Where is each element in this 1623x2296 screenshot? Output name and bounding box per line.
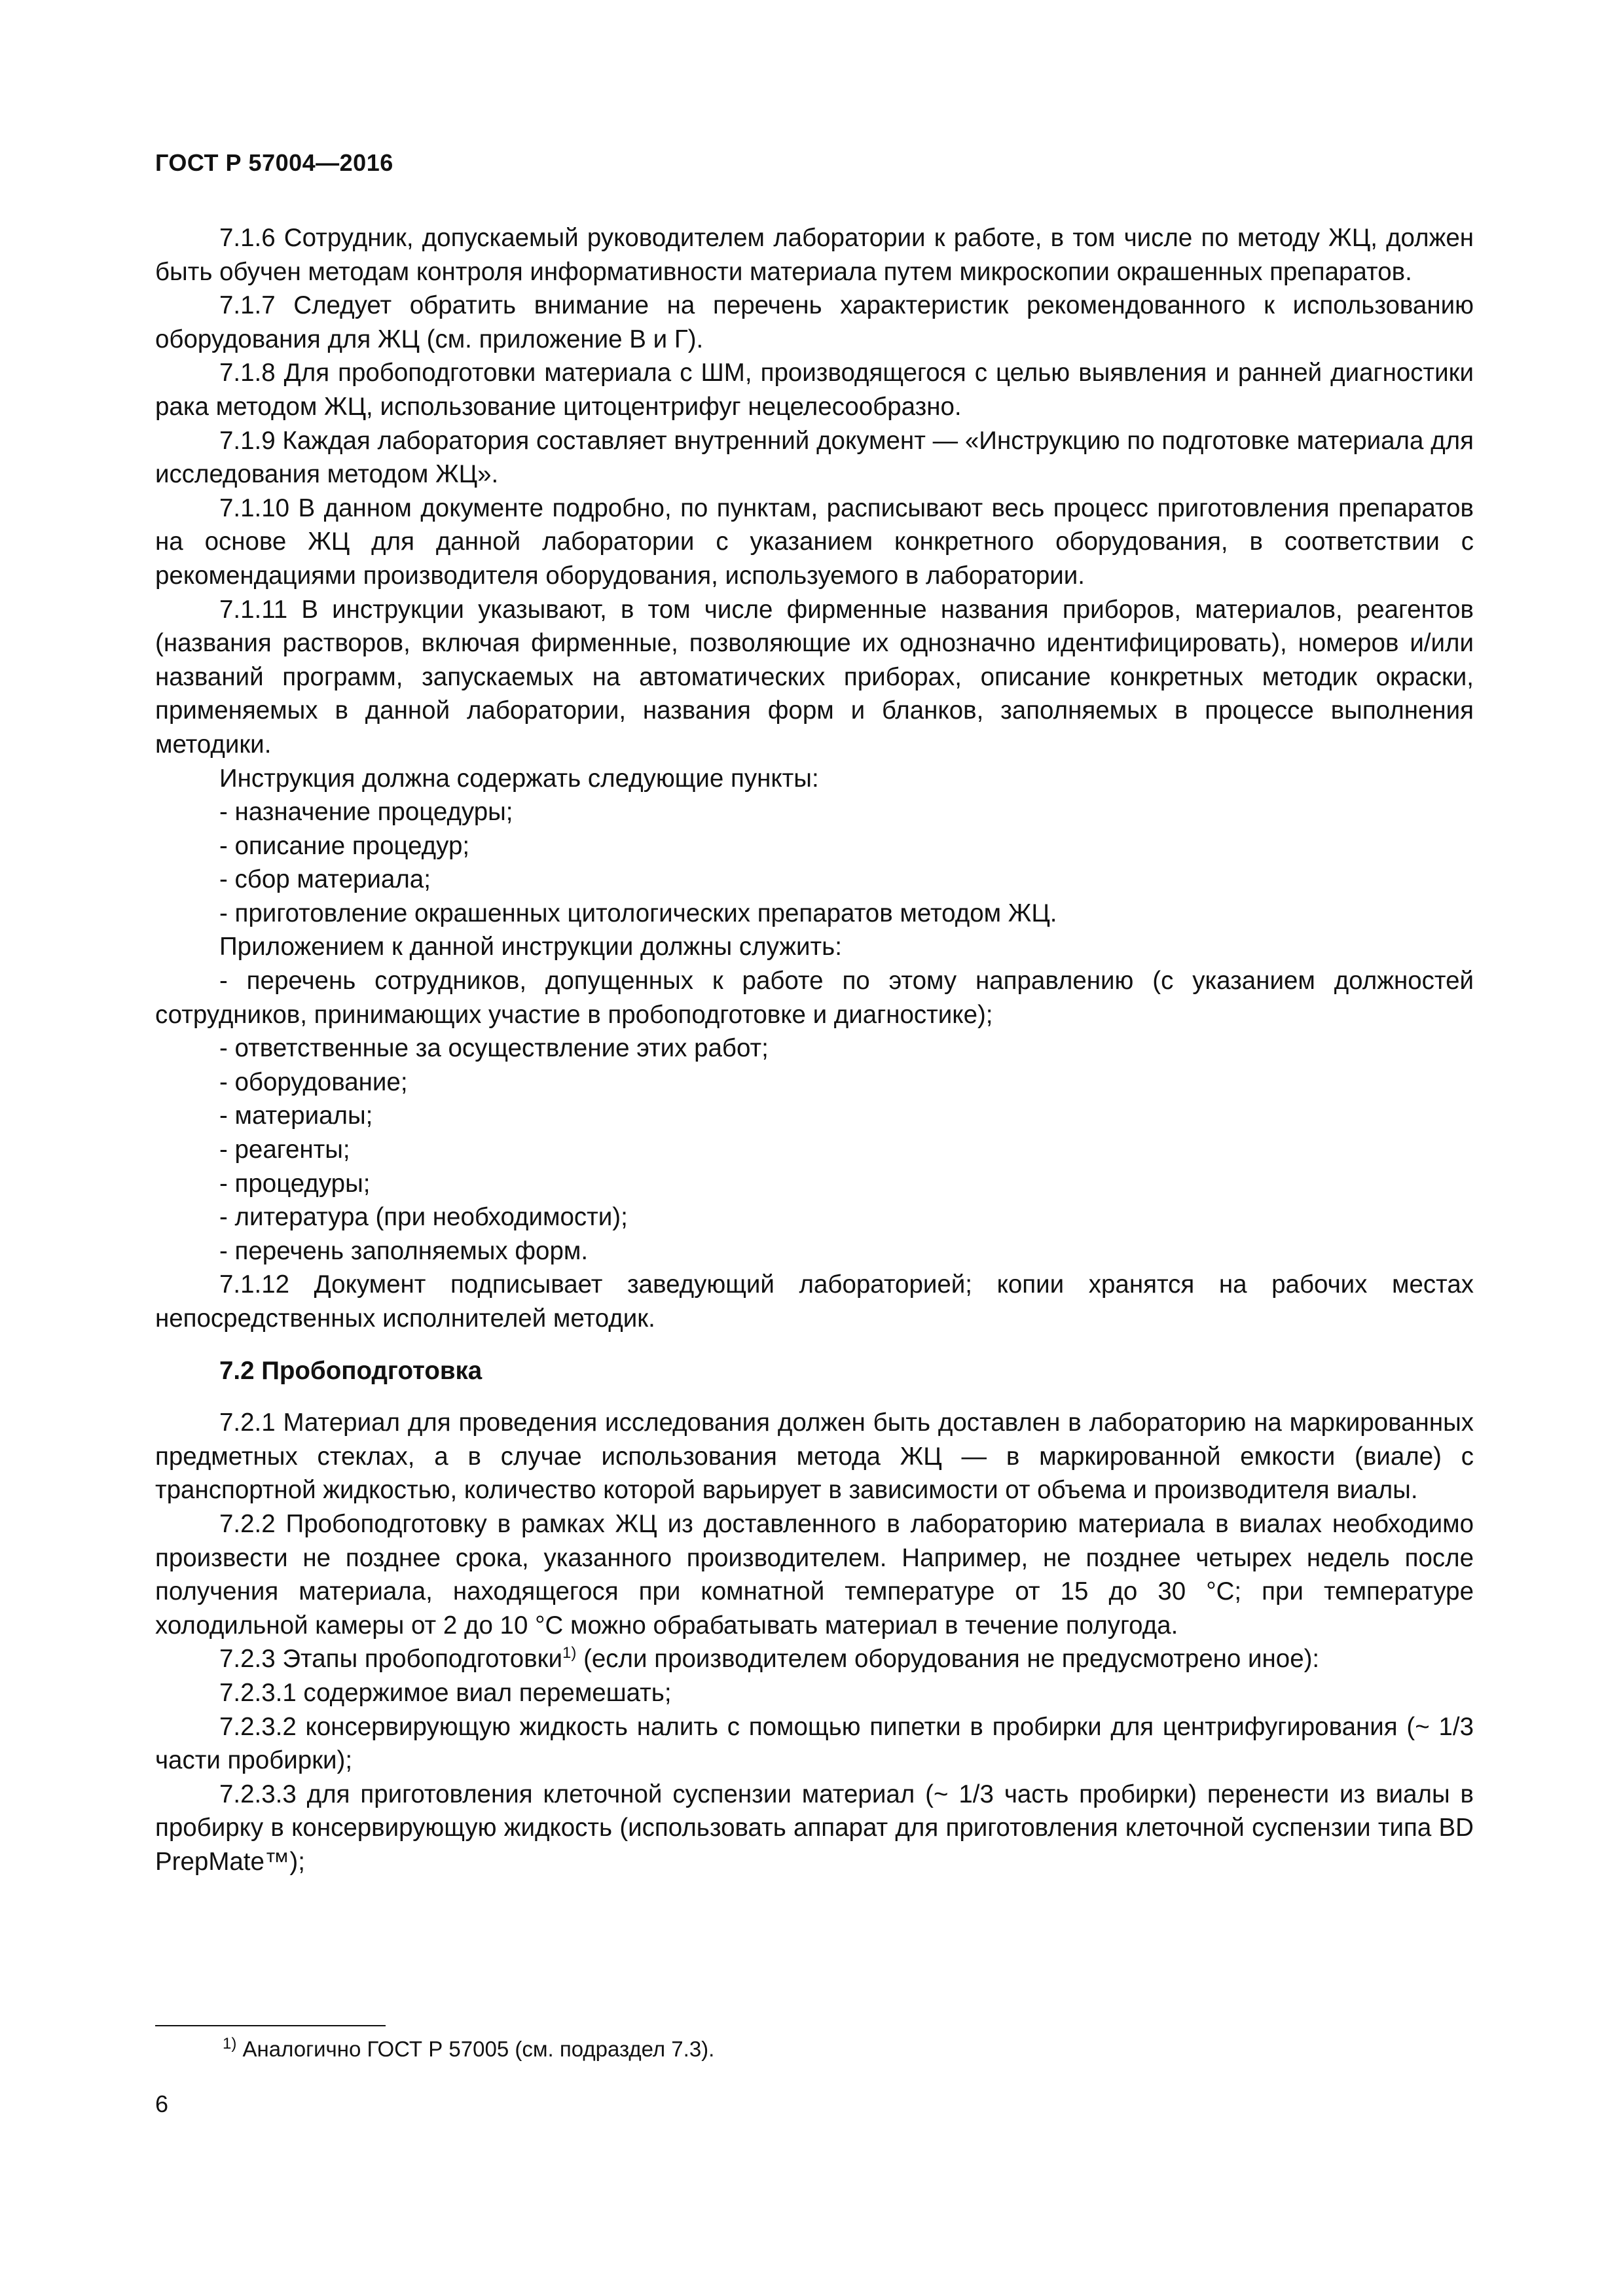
instruction-list [155,795,1474,930]
clause-7-2-1: 7.2.1 Материал для проведения исследования должен быть доставлен в лабораторию на маркированных предметных стеклах, а в случае использования метода ЖЦ — в маркированной емкости (виале) с транспортной жидкостью, количество которой варьирует в зависимости от объема и производителя виалы. [155,1408,1474,1505]
instruction-intro: Инструкция должна содержать следующие пункты: [219,764,819,793]
list-item: - сбор материала; [219,865,431,894]
clause-7-1-12: 7.1.12 Документ подписывает заведующий лабораторией; копии хранятся на рабочих местах непосредственных исполнителей методик. [155,1270,1474,1333]
document-body [155,221,1474,1879]
list-item: - процедуры; [219,1169,371,1198]
footnote-text: Аналогично ГОСТ Р 57005 (см. подраздел 7.3). [236,2037,715,2061]
clause-7-1-8: 7.1.8 Для пробоподготовки материала с ШМ, производящегося с целью выявления и ранней диагностики рака методом ЖЦ, использование цитоцентрифуг нецелесообразно. [155,359,1474,421]
clause-7-2-3-text: 7.2.3 Этапы пробоподготовки [219,1645,563,1674]
clause-7-2-3-2: 7.2.3.2 консервирующую жидкость налить с помощью пипетки в пробирки для центрифугирования (~ 1/3 части пробирки); [155,1712,1474,1775]
clause-7-2-2: 7.2.2 Пробоподготовку в рамках ЖЦ из доставленного в лабораторию материала в виалах необходимо произвести не позднее срока, указанного производителем. Например, не позднее четырех недель после получения материала, находящегося при комнатной температуре от 15 до 30 °С; при температуре холодильной камеры от 2 до 10 °С можно обрабатывать материал в течение полугода. [155,1509,1474,1640]
clause-7-1-11: 7.1.11 В инструкции указывают, в том числе фирменные названия приборов, материалов, реагентов (названия растворов, включая фирменные, позволяющие их однозначно идентифицировать), номеров и/или названий программ, запускаемых на автоматических приборах, описание конкретных методик окраски, применяемых в данной лаборатории, названия форм и бланков, заполняемых в процессе выполнения методики. [155,595,1474,759]
list-item: - перечень сотрудников, допущенных к работе по этому направлению (с указанием должностей сотрудников, принимающих участие в пробоподготовке и диагностике); [155,967,1474,1029]
page-number: 6 [155,2090,169,2117]
list-item: - оборудование; [219,1067,408,1096]
appendix-list [155,964,1474,1268]
clause-7-1-10: 7.1.10 В данном документе подробно, по пунктам, расписывают весь процесс приготовления препаратов на основе ЖЦ для данной лаборатории с указанием конкретного оборудования, в соответствии с рекомендациями производителя оборудования, используемого в лаборатории. [155,493,1474,590]
list-item: - перечень заполняемых форм. [219,1236,589,1265]
clause-7-2-3 [155,1642,1474,1676]
document-header: ГОСТ Р 57004—2016 [155,149,393,176]
list-item: - назначение процедуры; [219,798,513,827]
clause-7-1-6: 7.1.6 Сотрудник, допускаемый руководителем лаборатории к работе, в том числе по методу ЖЦ, должен быть обучен методам контроля информативности материала путем микроскопии окрашенных препаратов. [155,224,1474,286]
footnote-marker: 1) [223,2035,237,2053]
footnote-reference: 1) [562,1644,577,1662]
list-item: - материалы; [219,1102,373,1130]
clause-7-2-3-3: 7.2.3.3 для приготовления клеточной суспензии материал (~ 1/3 часть пробирки) перенести из виалы в пробирку в консервирующую жидкость (использовать аппарат для приготовления клеточной суспензии типа BD PrepMate™); [155,1780,1474,1876]
footnote-divider [155,2025,386,2026]
list-item: - ответственные за осуществление этих работ; [219,1034,769,1063]
clause-7-1-9: 7.1.9 Каждая лаборатория составляет внутренний документ — «Инструкцию по подготовке материала для исследования методом ЖЦ». [155,426,1474,489]
list-item: - реагенты; [219,1136,350,1164]
clause-7-2-3-1: 7.2.3.1 содержимое виал перемешать; [219,1678,672,1707]
section-heading-7-2: 7.2 Пробоподготовка [219,1356,483,1385]
footnote [223,2037,714,2062]
clause-7-2-3-text-cont: (если производителем оборудования не предусмотрено иное): [576,1645,1320,1674]
list-item: - описание процедур; [219,831,470,860]
clause-7-1-7: 7.1.7 Следует обратить внимание на перечень характеристик рекомендованного к использованию оборудования для ЖЦ (см. приложение В и Г). [155,291,1474,353]
appendix-intro: Приложением к данной инструкции должны служить: [219,933,842,961]
list-item: - приготовление окрашенных цитологических препаратов методом ЖЦ. [219,899,1057,927]
list-item: - литература (при необходимости); [219,1203,628,1232]
